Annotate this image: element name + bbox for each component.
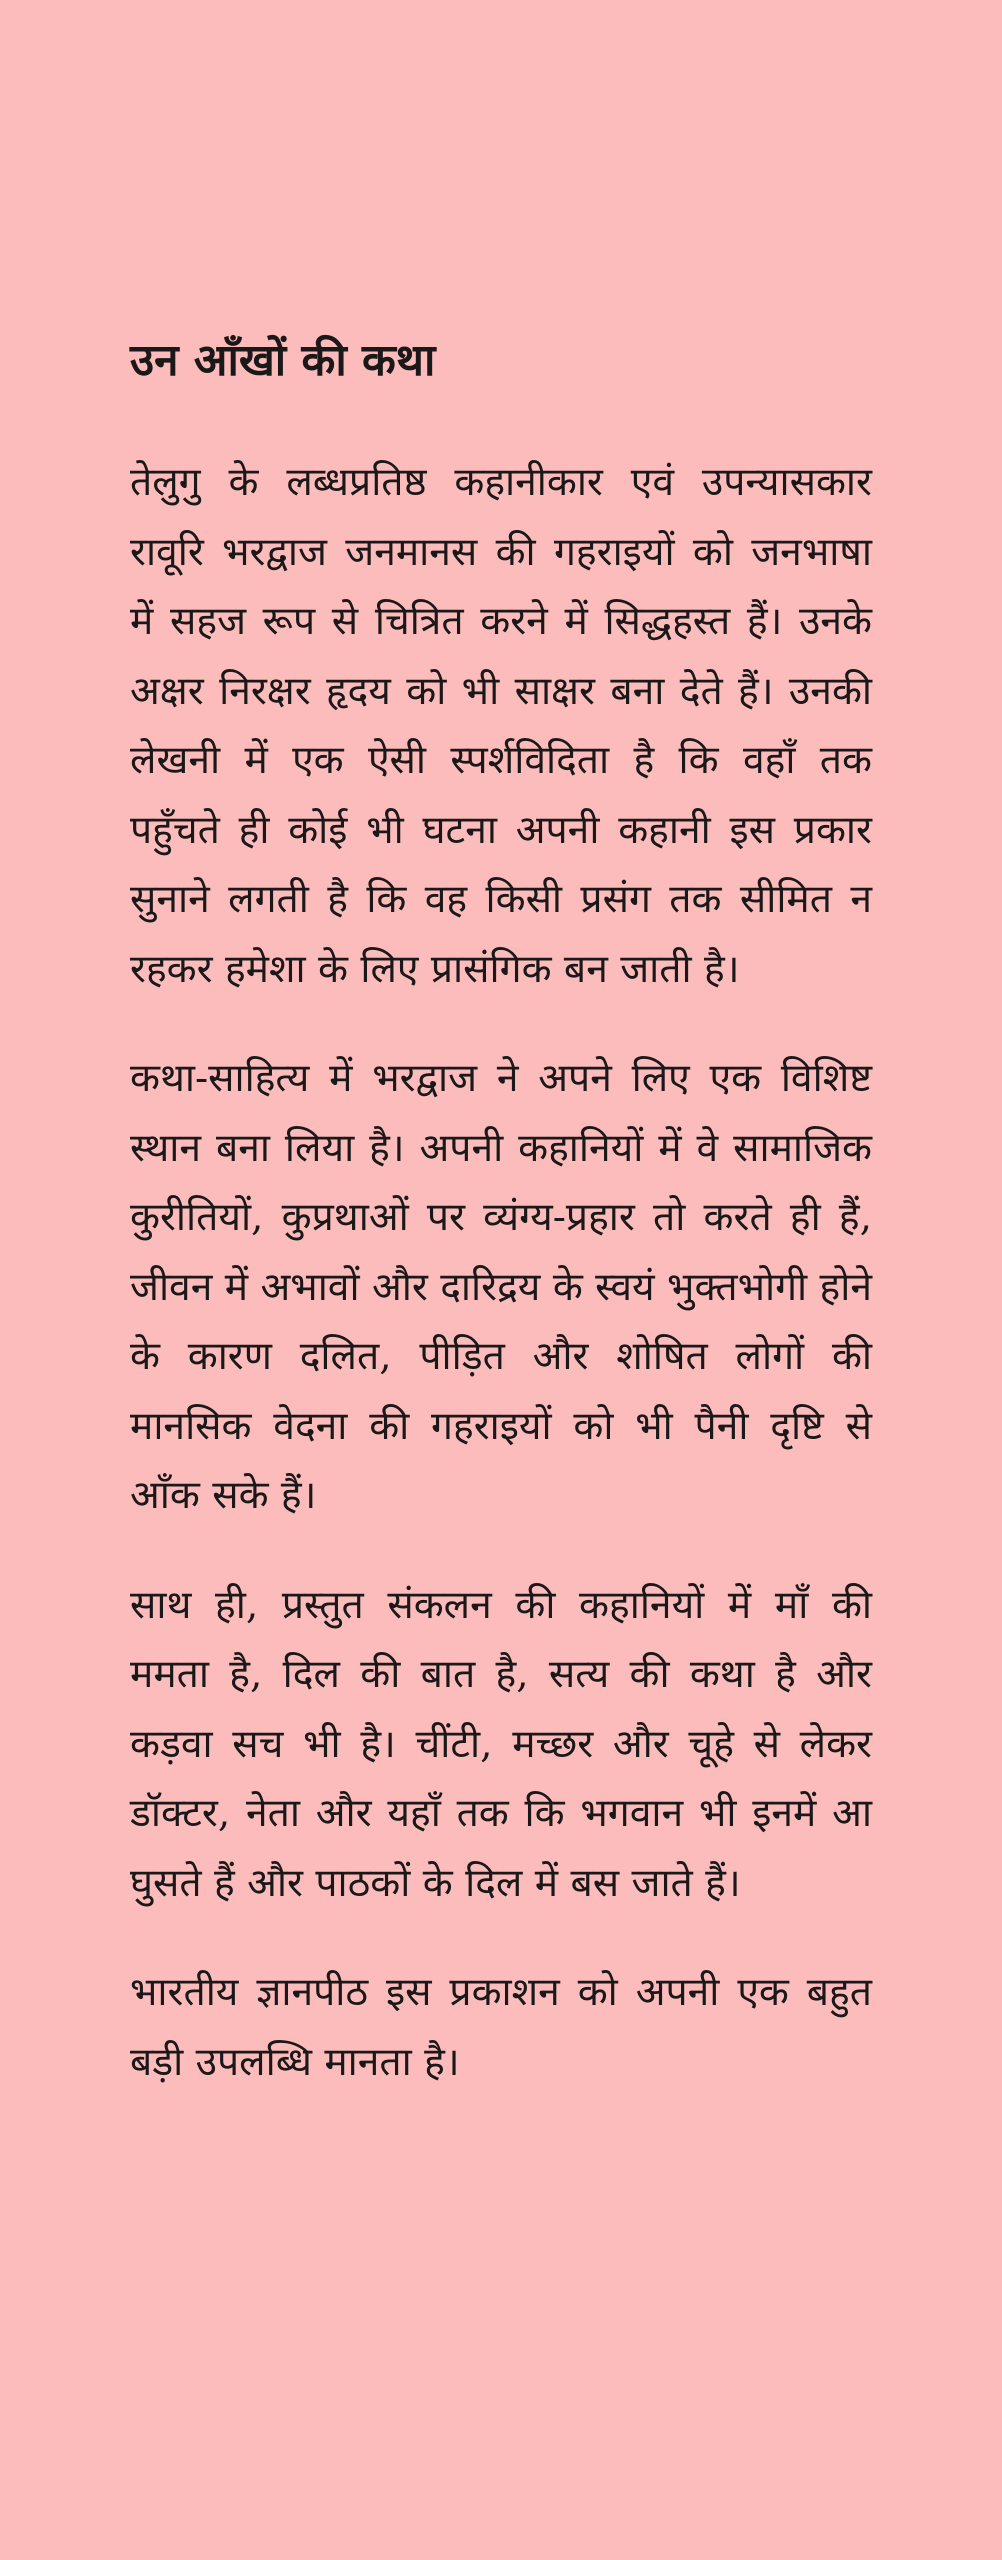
blurb-paragraph-themes: कथा-साहित्य में भरद्वाज ने अपने लिए एक विशिष्ट स्थान बना लिया है। अपनी कहानियों में वे सामाजिक कुरीतियों, कुप्रथाओं पर व्यंग्य-प्रहार तो करते ही हैं, जीवन में अभावों और दारिद्रय के स्वयं भुक्तभोगी होने के कारण दलित, पीड़ित और शोषित लोगों की मानसिक वेदना की गहराइयों को भी पैनी दृष्टि से आँक सके हैं। — [130, 1056, 873, 1518]
blurb-paragraph-publisher: भारतीय ज्ञानपीठ इस प्रकाशन को अपनी एक बहुत बड़ी उपलब्धि मानता है। — [130, 1970, 872, 2085]
book-blurb — [130, 330, 872, 2137]
blurb-paragraph-author: तेलुगु के लब्धप्रतिष्ठ कहानीकार एवं उपन्यासकार रावूरि भरद्वाज जनमानस की गहराइयों को जनभाषा में सहज रूप से चित्रित करने में सिद्धहस्त हैं। उनके अक्षर निरक्षर हृदय को भी साक्षर बना देते हैं। उनकी लेखनी में एक ऐसी स्पर्शविदिता है कि वहाँ तक पहुँचते ही कोई भी घटना अपनी कहानी इस प्रकार सुनाने लगती है कि वह किसी प्रसंग तक सीमित न रहकर हमेशा के लिए प्रासंगिक बन जाती है। — [130, 460, 872, 992]
blurb-title: उन आँखों की कथा — [130, 335, 436, 386]
blurb-paragraph-collection: साथ ही, प्रस्तुत संकलन की कहानियों में माँ की ममता है, दिल की बात है, सत्य की कथा है और कड़वा सच भी है। चींटी, मच्छर और चूहे से लेकर डॉक्टर, नेता और यहाँ तक कि भगवान भी इनमें आ घुसते हैं और पाठकों के दिल में बस जाते हैं। — [130, 1582, 872, 1906]
